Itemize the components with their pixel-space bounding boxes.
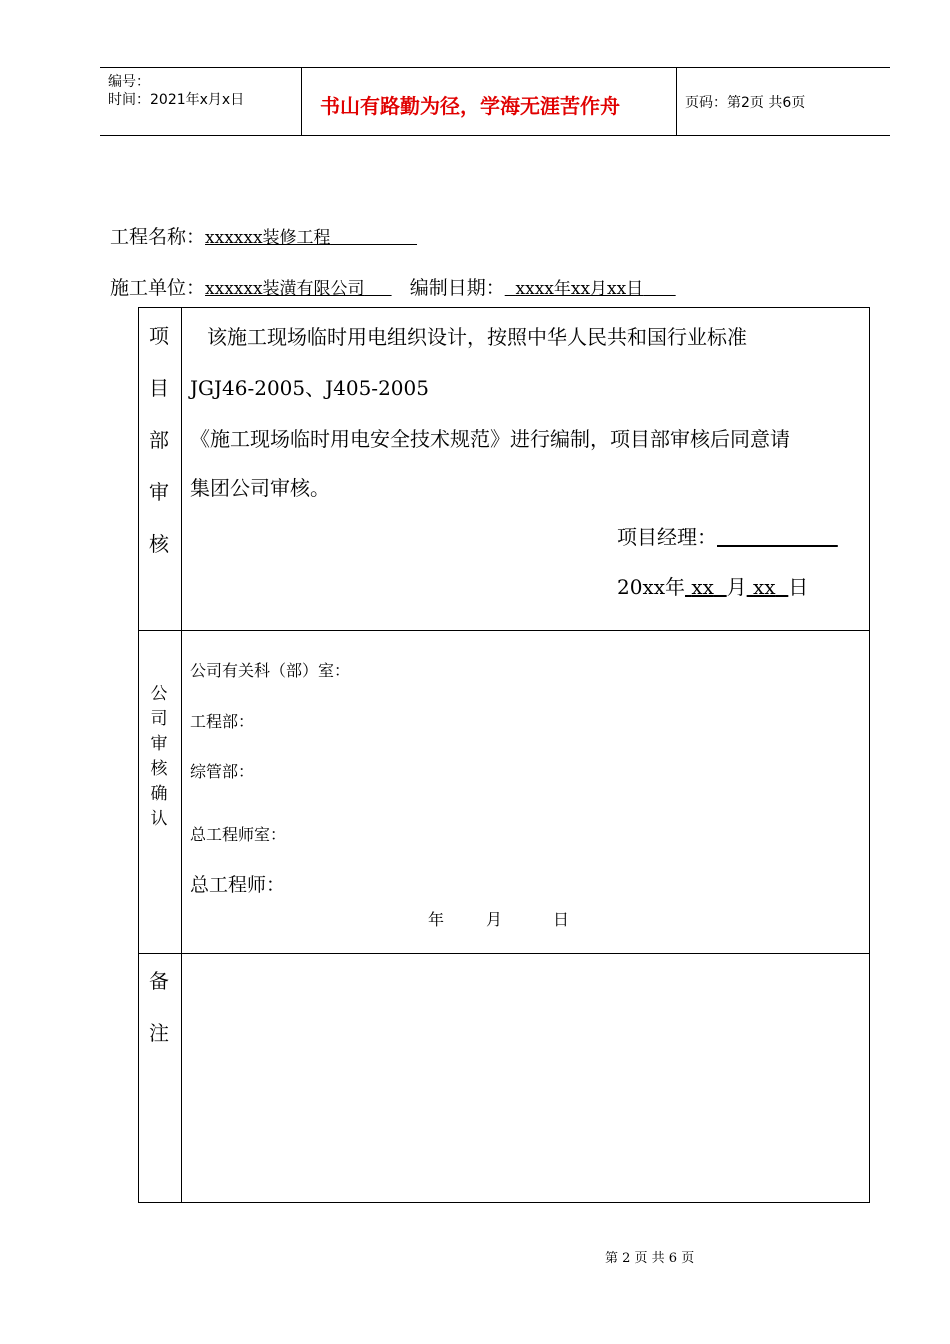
construction-unit-line (110, 273, 676, 300)
table-column-divider (181, 307, 182, 1203)
chief-engineer-label: 总工程师： (190, 874, 286, 896)
remarks-label: 备 注 (149, 969, 169, 1045)
review-text-line-2: JGJ46-2005、J405-2005 (190, 376, 429, 400)
company-date-month: 月 (486, 910, 503, 929)
project-name-label: 工程名称： (110, 226, 206, 248)
project-manager-label: 项目经理： (617, 525, 717, 549)
header-number-label: 编号： (108, 74, 150, 90)
company-review-label: 公 司 审 核 确 认 (150, 684, 168, 829)
project-review-date: 20xx年 xx 月 xx 日 (617, 575, 809, 599)
admin-dept-label: 综管部： (190, 762, 255, 781)
compile-date-label: 编制日期： (409, 277, 505, 299)
header-bottom-rule (100, 135, 890, 136)
company-date-day: 日 (553, 910, 570, 929)
project-manager-signature-blank (717, 525, 838, 549)
header-motto: 书山有路勤为径，学海无涯苦作舟 (320, 94, 620, 118)
header-page-info: 页码：第2页 共6页 (685, 95, 806, 111)
header-time-label: 时间：2021年x月x日 (108, 92, 245, 108)
header-top-rule (100, 67, 890, 68)
review-text-line-1: 该施工现场临时用电组织设计，按照中华人民共和国行业标准 (207, 325, 747, 349)
chief-engineer-office-label: 总工程师室： (190, 825, 287, 844)
construction-unit-value: xxxxxx装潢有限公司 (205, 279, 365, 299)
table-row-divider-1 (138, 630, 870, 631)
project-name-line (110, 222, 417, 249)
review-text-line-3: 《施工现场临时用电安全技术规范》进行编制，项目部审核后同意请 (190, 427, 790, 451)
company-date-year: 年 (428, 910, 445, 929)
dept-label: 公司有关科（部）室： (190, 661, 351, 680)
project-manager-line (617, 521, 838, 550)
engineering-dept-label: 工程部： (190, 712, 255, 731)
header-divider-left (301, 67, 302, 135)
project-name-value: xxxxxx装修工程 (205, 228, 331, 248)
page-footer: 第 2 页 共 6 页 (605, 1251, 695, 1266)
project-review-label: 项 目 部 审 核 (149, 324, 169, 556)
header-divider-right (676, 67, 677, 135)
review-text-line-4: 集团公司审核。 (190, 476, 330, 500)
table-row-divider-2 (138, 953, 870, 954)
compile-date-value: xxxx年xx月xx日 (515, 279, 644, 299)
construction-unit-label: 施工单位： (110, 277, 206, 299)
